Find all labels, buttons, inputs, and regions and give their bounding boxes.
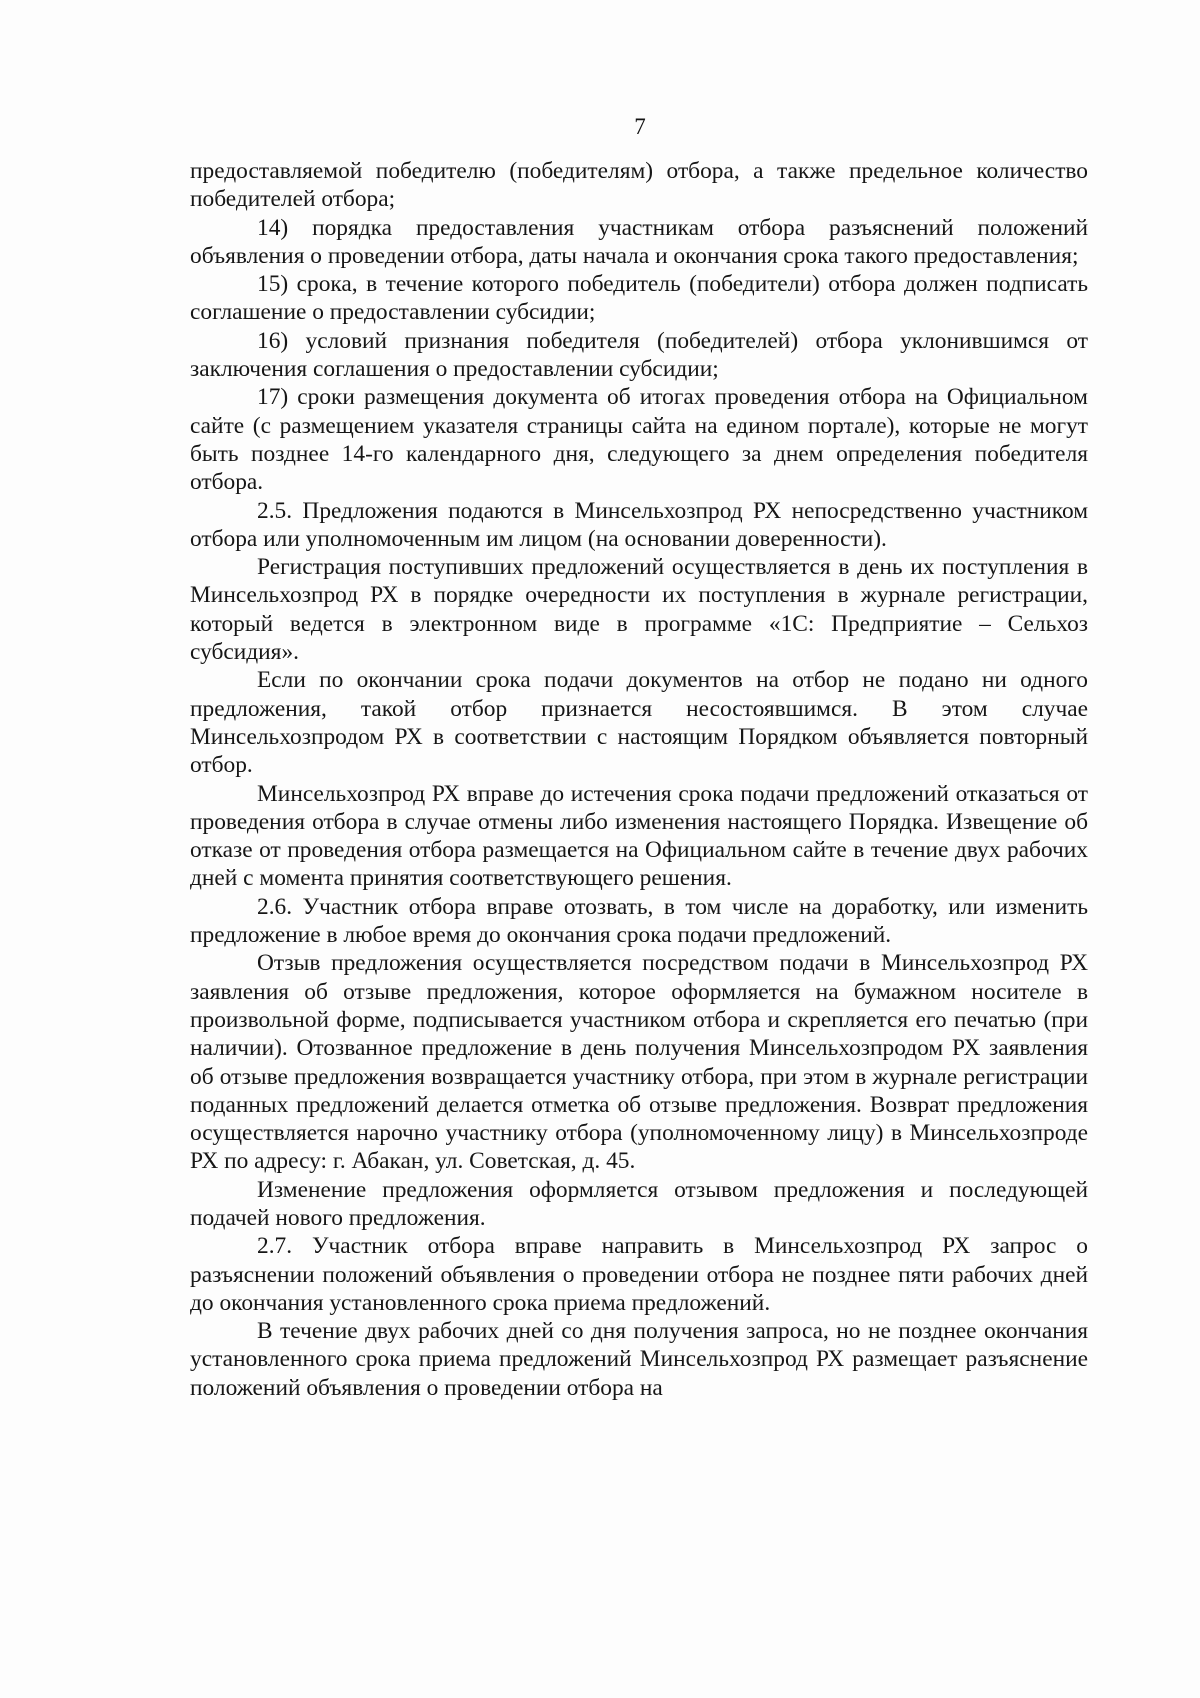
paragraph-item-16: 16) условий признания победителя (победителей) отбора уклонившимся от заключения соглашения о предоставлении субсидии; xyxy=(190,327,1088,383)
paragraph-registration: Регистрация поступивших предложений осуществляется в день их поступления в Минсельхозпрод РХ в порядке очередности их поступления в журнале регистрации, который ведется в электронном виде в программе «1С: Предприятие – Сельхоз субсидия». xyxy=(190,554,1088,666)
paragraph-continuation: предоставляемой победителю (победителям) отбора, а также предельное количество победителей отбора; xyxy=(190,158,1088,213)
paragraph-withdrawal: Отзыв предложения осуществляется посредством подачи в Минсельхозпрод РХ заявления об отзыве предложения, которое оформляется на бумажном носителе в произвольной форме, подписывается участником отбора и скрепляется его печатью (при наличии). Отозванное предложение в день получения Минсельхозпродом РХ заявления об отзыве предложения возвращается участнику отбора, при этом в журнале регистрации поданных предложений делается отметка об отзыве предложения. Возврат предложения осуществляется нарочно участнику отбора (уполномоченному лицу) в Минсельхозпроде РХ по адресу: г. Абакан, ул. Советская, д. 45. xyxy=(190,950,1088,1175)
paragraph-modification: Изменение предложения оформляется отзывом предложения и последующей подачей нового предложения. xyxy=(190,1176,1088,1231)
paragraph-item-15: 15) срока, в течение которого победитель (победители) отбора должен подписать соглашение о предоставлении субсидии; xyxy=(190,271,1088,326)
paragraph-cancel-selection: Минсельхозпрод РХ вправе до истечения срока подачи предложений отказаться от проведения отбора в случае отмены либо изменения настоящего Порядка. Извещение об отказе от проведения отбора размещается на Официальном сайте в течение двух рабочих дней с момента принятия соответствующего решения. xyxy=(190,780,1088,892)
paragraph-section-2-6: 2.6. Участник отбора вправе отозвать, в том числе на доработку, или изменить предложение в любое время до окончания срока подачи предложений. xyxy=(190,893,1088,949)
paragraph-item-14: 14) порядка предоставления участникам отбора разъяснений положений объявления о проведении отбора, даты начала и окончания срока такого предоставления; xyxy=(190,214,1088,269)
page-number: 7 xyxy=(634,114,646,139)
paragraph-section-2-5: 2.5. Предложения подаются в Минсельхозпрод РХ непосредственно участником отбора или уполномоченным им лицом (на основании доверенности). xyxy=(190,497,1088,552)
document-body xyxy=(190,157,1088,1402)
paragraph-section-2-7: 2.7. Участник отбора вправе направить в Минсельхозпрод РХ запрос о разъяснении положений объявления о проведении отбора не позднее пяти рабочих дней до окончания установленного срока приема предложений. xyxy=(190,1233,1088,1316)
paragraph-item-17: 17) сроки размещения документа об итогах проведения отбора на Официальном сайте (с размещением указателя страницы сайта на едином портале), которые не могут быть позднее 14-го календарного дня, следующего за днем определения победителя отбора. xyxy=(190,384,1088,496)
paragraph-no-proposals: Если по окончании срока подачи документов на отбор не подано ни одного предложения, такой отбор признается несостоявшимся. В этом случае Минсельхозпродом РХ в соответствии с настоящим Порядком объявляется повторный отбор. xyxy=(190,667,1088,779)
paragraph-clarification: В течение двух рабочих дней со дня получения запроса, но не позднее окончания установленного срока приема предложений Минсельхозпрод РХ размещает разъяснение положений объявления о проведении отбора на xyxy=(190,1318,1088,1401)
